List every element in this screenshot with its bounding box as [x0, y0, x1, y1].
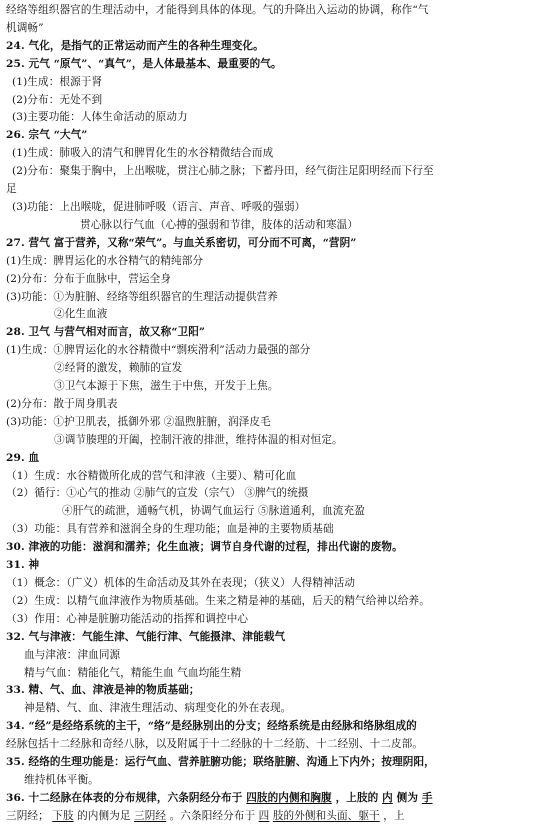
fill-blank-answer: 下肢 — [52, 809, 74, 822]
text-line: （3）作用：心神是脏腑功能活动的指挥和调控中心 — [6, 612, 249, 625]
text-line: ④肝气的疏泄，通畅气机，协调气血运行 ⑤脉道通利，血流充盈 — [62, 505, 365, 518]
item-27-heading: 27. 营气 富于营养，又称“荣气”。与血关系密切，可分而不可离，“营阴” — [6, 236, 357, 249]
text-line: (2)分布：散于周身肌表 — [6, 397, 118, 410]
text-line: 足 — [6, 183, 17, 196]
item-30: 30. 津液的功能：滋润和濡养；化生血液；调节自身代谢的过程，排出代谢的废物。 — [6, 541, 403, 554]
text-line: 维持机体平衡。 — [24, 773, 99, 786]
item-33: 33. 精、气、血、津液是神的物质基础； — [6, 684, 200, 697]
fill-blank-answer: 四 — [258, 809, 270, 822]
item-34: 34. “经”是经络系统的主干，“络”是经脉别出的分支；经络系统是由经脉和络脉组成的 — [6, 720, 417, 733]
text-line: ③卫气本源于下焦，滋生于中焦，开发于上焦。 — [54, 380, 279, 393]
text-line: (1)生成：根源于肾 — [12, 75, 103, 88]
text-line: 神是精、气、血、津液生理活动、病理变化的外在表现。 — [24, 702, 292, 715]
text-fragment: 。六条阳经分布于 — [169, 809, 256, 822]
fill-blank-answer: 内 — [382, 791, 393, 804]
text-line — [6, 808, 528, 826]
text-line: (1)生成：肺吸入的清气和脾胃化生的水谷精微结合而成 — [12, 147, 274, 160]
text-fragment: ，上肢的 — [335, 791, 379, 804]
text-line: (3)主要功能：人体生命活动的原动力 — [12, 111, 188, 124]
text-line: 血与津液：津血同源 — [24, 648, 121, 661]
text-line: (3)功能：①护卫肌表，抵御外邪 ②温煦脏腑，润泽皮毛 — [6, 415, 271, 428]
item-28-heading: 28. 卫气 与营气相对而言，故又称“卫阳” — [6, 326, 206, 339]
text-fragment: 三阴经； — [6, 809, 49, 822]
text-line: 机调畅” — [6, 21, 44, 34]
text-line: (2)分布：分布于血脉中，营运全身 — [6, 272, 172, 285]
item-35: 35. 经络的生理功能是：运行气血、营养脏腑功能；联络脏腑、沟通上下内外；按理阴阳， — [6, 756, 435, 769]
text-line: （1）概念：（广义）机体的生命活动及其外在表现；（狭义）人得精神活动 — [6, 577, 356, 589]
text-line: （1）生成：水谷精微所化成的营气和津液（主要）、精可化血 — [6, 469, 297, 482]
text-line: ②经肾的激发，赖肺的宣发 — [54, 362, 183, 375]
item-29-heading: 29. 血 — [6, 451, 40, 464]
item-25-heading: 25. 元气 “原气”、“真气”，是人体最基本、最重要的气。 — [6, 57, 282, 70]
text-fragment: 侧为 — [396, 791, 419, 804]
item-31-heading: 31. 神 — [6, 559, 40, 572]
text-fragment: 36. 十二经脉在体表的分布规律，六条阴经分布于 — [6, 791, 243, 804]
text-line: （3）功能：具有营养和滋润全身的生理功能；血是神的主要物质基础 — [6, 523, 334, 536]
fill-blank-answer: 手 — [421, 791, 433, 804]
text-line: (3)功能：①为脏腑、经络等组织器官的生理活动提供营养 — [6, 290, 278, 303]
text-line: 经络等组织器官的生理活动中，才能得到具体的体现。气的升降出入运动的协调，称作“气 — [6, 4, 429, 16]
item-24: 24. 气化，是指气的正常运动而产生的各种生理变化。 — [6, 39, 264, 52]
text-line: ②化生血液 — [54, 308, 108, 321]
item-36 — [6, 790, 528, 808]
text-line: (1)生成：①脾胃运化的水谷精微中“剽疾滑利”活动力最强的部分 — [6, 344, 311, 357]
item-26-heading: 26. 宗气 “大气” — [6, 129, 88, 142]
text-fragment: 的内侧为足 — [77, 809, 131, 822]
text-line: 精与气血：精能化气，精能生血 气血均能生精 — [24, 666, 242, 679]
text-line: 经脉包括十二经脉和奇经八脉，以及附属于十二经脉的十二经筋、十二经别、十二皮部。 — [6, 738, 424, 751]
text-line: 贯心脉以行气血（心搏的强弱和节律，肢体的活动和寒温） — [80, 218, 359, 231]
item-32: 32. 气与津液：气能生津、气能行津、气能摄津、津能载气 — [6, 630, 286, 643]
text-line: ③调节腠理的开阖，控制汗液的排泄，维持体温的相对恒定。 — [54, 433, 343, 446]
fill-blank-answer: 四肢的内侧和胸腹 — [246, 791, 332, 804]
fill-blank-answer: 肢的外侧和头面、躯干 — [272, 809, 380, 822]
text-line: (1)生成：脾胃运化的水谷精气的精纯部分 — [6, 254, 204, 267]
fill-blank-answer: 三阴经 — [134, 809, 167, 822]
text-line: (3)功能：上出喉咙，促进肺呼吸（语言、声音、呼吸的强弱） — [12, 200, 306, 213]
text-line: (2)分布：聚集于胸中，上出喉咙，贯注心肺之脉；下蓄丹田，经气街注足阳明经而下行至 — [12, 165, 434, 178]
text-fragment: ，上 — [383, 809, 405, 822]
text-line: （2）循行：①心气的推动 ②肺气的宣发（宗气） ③脾气的统摄 — [6, 487, 309, 500]
text-line: （2）生成：以精气血津液作为物质基础。生来之精是神的基础，后天的精气给神以给养。 — [6, 594, 430, 607]
text-line: (2)分布：无处不到 — [12, 93, 103, 106]
